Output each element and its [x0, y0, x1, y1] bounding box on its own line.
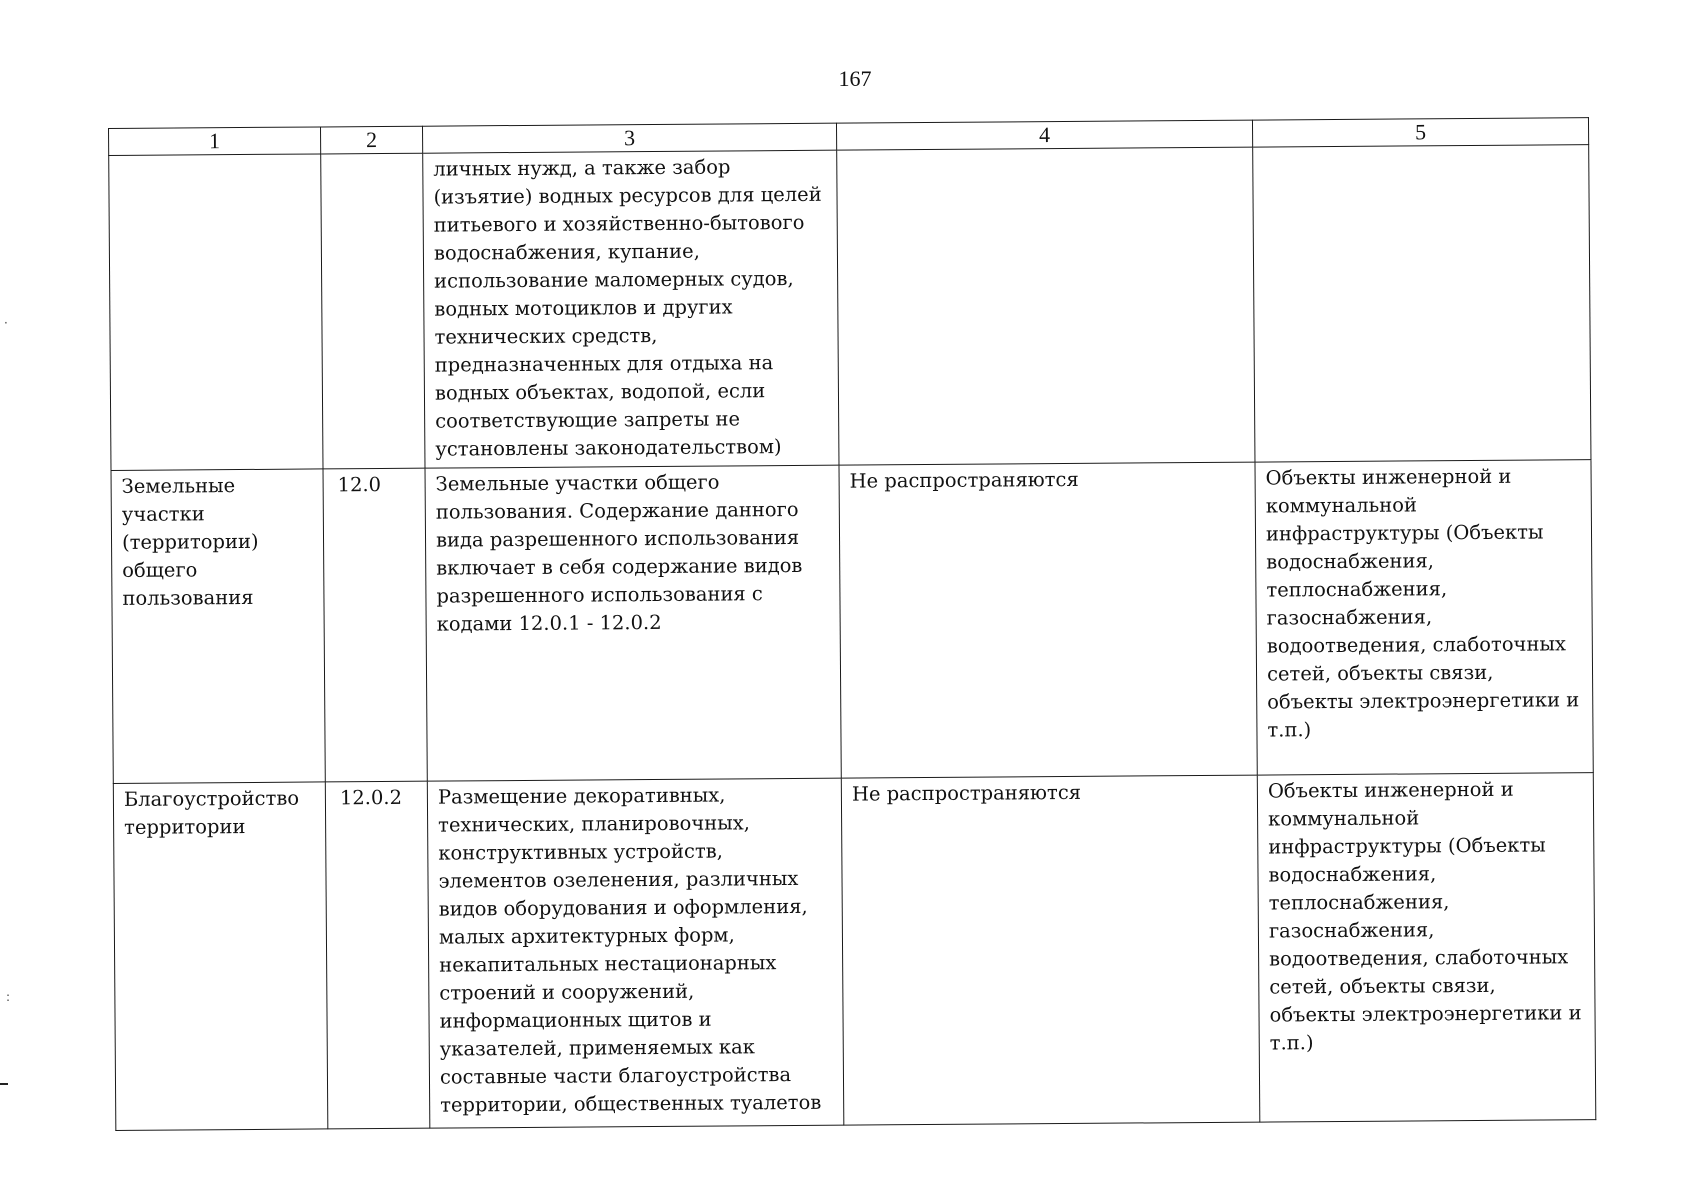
table-row [111, 460, 1593, 784]
cell-code: 12.0.2 [325, 781, 430, 1129]
scan-margin-dot: · [4, 316, 8, 330]
regulations-table [108, 117, 1596, 1131]
cell-description: Размещение декоративных, технических, планировочных, конструктивных устройств, элементов озеленения, различных видов оборудования и оформления, малых архитектурных форм, некапитальных нестационарных строений и сооружений, информационных щитов и указателей, применяемых как составные части благоустройства территории, общественных туалетов [427, 778, 844, 1128]
cell-description: Земельные участки общего пользования. Содержание данного вида разрешенного использования включает в себя содержание видов разрешенного использования с кодами 12.0.1 - 12.0.2 [425, 465, 841, 781]
cell-name [109, 154, 323, 471]
cell-description: личных нужд, а также забор (изъятие) водных ресурсов для целей питьевого и хозяйственно-бытового водоснабжения, купание, использование маломерных судов, водных мотоциклов и других технических средств, предназначенных для отдыха на водных объектах, водопой, если соответствующие запреты не установлены законодательством) [423, 150, 839, 468]
table-row [113, 773, 1596, 1131]
cell-code [321, 153, 425, 469]
cell-code: 12.0 [323, 468, 427, 782]
column-header-4: 4 [836, 120, 1252, 150]
cell-col5: Объекты инженерной и коммунальной инфраструктуры (Объекты водоснабжения, теплоснабжения, газоснабжения, водоотведения, слаботочных сетей, объекты связи, объекты электроэнергетики и т.п.) [1255, 460, 1593, 775]
cell-col4: Не распространяются [839, 462, 1257, 778]
column-header-5: 5 [1252, 118, 1588, 147]
page-number: 167 [838, 66, 872, 91]
column-header-2: 2 [320, 126, 422, 154]
table-row [109, 145, 1591, 471]
cell-name: Земельные участки (территории) общего пользования [111, 469, 325, 784]
column-header-3: 3 [422, 123, 836, 153]
cell-col4 [837, 147, 1255, 465]
cell-name: Благоустройство территории [113, 782, 328, 1131]
column-header-1: 1 [109, 127, 321, 156]
cell-col5 [1253, 145, 1591, 462]
scan-margin-dots: : [6, 990, 11, 1004]
cell-col4: Не распространяются [841, 775, 1260, 1125]
scan-margin-dash [0, 1083, 8, 1085]
cell-col5: Объекты инженерной и коммунальной инфраструктуры (Объекты водоснабжения, теплоснабжения, газоснабжения, водоотведения, слаботочных сетей, объекты связи, объекты электроэнергетики и т.п.) [1257, 773, 1596, 1122]
